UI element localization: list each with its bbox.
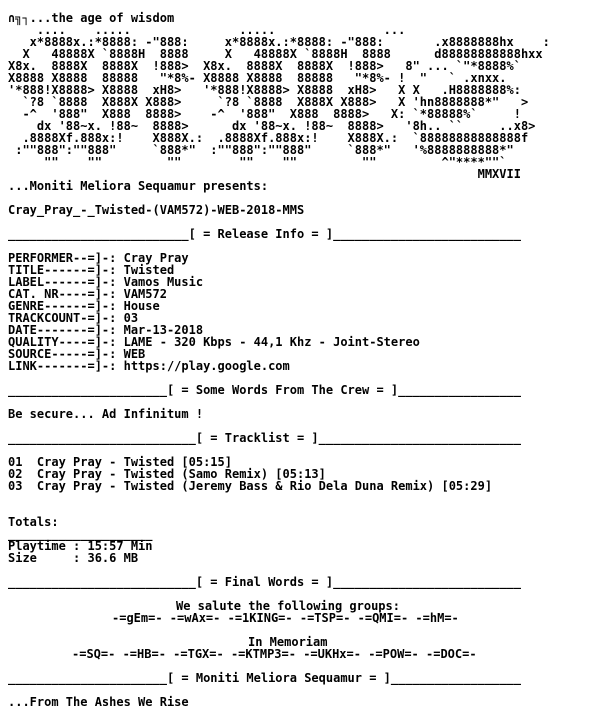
totals-playtime: Playtime : 15:57 Min <box>8 539 153 553</box>
presents-line: ...Moniti Meliora Sequamur presents: <box>8 179 269 193</box>
release-info-row: SOURCE-----=]-: WEB <box>8 347 146 361</box>
salute-groups: -=gEm=- -=wAx=- -=1KING=- -=TSP=- -=QMI=- -=hM=- <box>112 611 459 625</box>
ascii-art-line: X8x. 8888X 8888X !888> X8x. 8888X 8888X !888> 8" ... `"*8888%` <box>8 59 521 73</box>
ascii-art-line: `?8 `8888 X888X X888> `?8 `8888 X888X X888> X 'hn8888888*" > <box>8 95 529 109</box>
ascii-art-line: dx '88~x. !88~ 8888> dx '88~x. !88~ 8888> '8h.. `` ..x8> <box>8 119 536 133</box>
release-name: Cray_Pray_-_Twisted-(VAM572)-WEB-2018-MMS <box>8 203 305 217</box>
ascii-art-line: .8888Xf.888x:! X888X.: .8888Xf.888x:! X888X.: `88888888888888f <box>8 131 529 145</box>
release-info-row: QUALITY----=]-: LAME - 320 Kbps - 44,1 Khz - Joint-Stereo <box>8 335 420 349</box>
release-info-row: TRACKCOUNT-=]-: 03 <box>8 311 139 325</box>
release-info-row: PERFORMER--=]-: Cray Pray <box>8 251 189 265</box>
release-info-row: TITLE------=]-: Twisted <box>8 263 175 277</box>
crew-words-header: ______________________[ = Some Words From The Crew = ]_________________ <box>8 383 521 397</box>
final-words-header: __________________________[ = Final Words = ]__________________________ <box>8 575 521 589</box>
release-info-header: _________________________[ = Release Info = ]__________________________ <box>8 227 521 241</box>
ascii-art-year: MMXVII <box>8 167 521 181</box>
release-info-row: GENRE------=]-: House <box>8 299 160 313</box>
tracklist-header: __________________________[ = Tracklist = ]____________________________ <box>8 431 521 445</box>
ascii-art-line: -^ '888" X888 8888> -^ '888" X888 8888> X: `*88888%` ! <box>8 107 521 121</box>
ascii-art-line: X8888 X8888 88888 "*8%- X8888 X8888 88888 "*8%- ! " ` .xnxx. <box>8 71 507 85</box>
crew-words: Be secure... Ad Infinitum ! <box>8 407 204 421</box>
track-row: 03 Cray Pray - Twisted (Jeremy Bass & Rio Dela Duna Remix) [05:29] <box>8 479 493 493</box>
totals-size: Size : 36.6 MB <box>8 551 139 565</box>
release-info-row: DATE-------=]-: Mar-13-2018 <box>8 323 204 337</box>
footer-header: ______________________[ = Moniti Meliora Sequamur = ]__________________ <box>8 671 521 685</box>
track-row: 01 Cray Pray - Twisted [05:15] <box>8 455 232 469</box>
ascii-art-line: x*8888x.:*8888: -"888: x*8888x.:*8888: -"888: .x8888888hx : <box>8 35 550 49</box>
ascii-art-line: "" "" "" "" "" "" ^"****""` <box>8 155 507 169</box>
in-memoriam: In Memoriam <box>248 635 328 649</box>
salute-line: We salute the following groups: <box>176 599 400 613</box>
release-info-row: LABEL------=]-: Vamos Music <box>8 275 204 289</box>
release-info-row: LINK-------=]-: https://play.google.com <box>8 359 290 373</box>
totals-label: Totals: <box>8 515 59 529</box>
totals-rule: ____________________ <box>8 527 153 541</box>
ascii-art-line: '*888!X8888> X8888 xH8> '*888!X8888> X8888 xH8> X X .H8888888%: <box>8 83 521 97</box>
ascii-art-line: X 48888X `8888H 8888 X 48888X `8888H 8888 d88888888888hxx <box>8 47 543 61</box>
closing-line: ...From The Ashes We Rise <box>8 695 189 709</box>
ascii-art-line: .... ..... ..... ... <box>8 23 406 37</box>
header-line: ∩╗┐...the age of wisdom <box>8 11 175 25</box>
release-info-row: CAT. NR----=]-: VAM572 <box>8 287 167 301</box>
memoriam-groups: -=SQ=- -=HB=- -=TGX=- -=KTMP3=- -=UKHx=- -=POW=- -=DOC=- <box>72 647 477 661</box>
ascii-art-line: :""888":""888" `888*" :""888":""888" `888*" '%8888888888*" <box>8 143 514 157</box>
track-row: 02 Cray Pray - Twisted (Samo Remix) [05:13] <box>8 467 326 481</box>
